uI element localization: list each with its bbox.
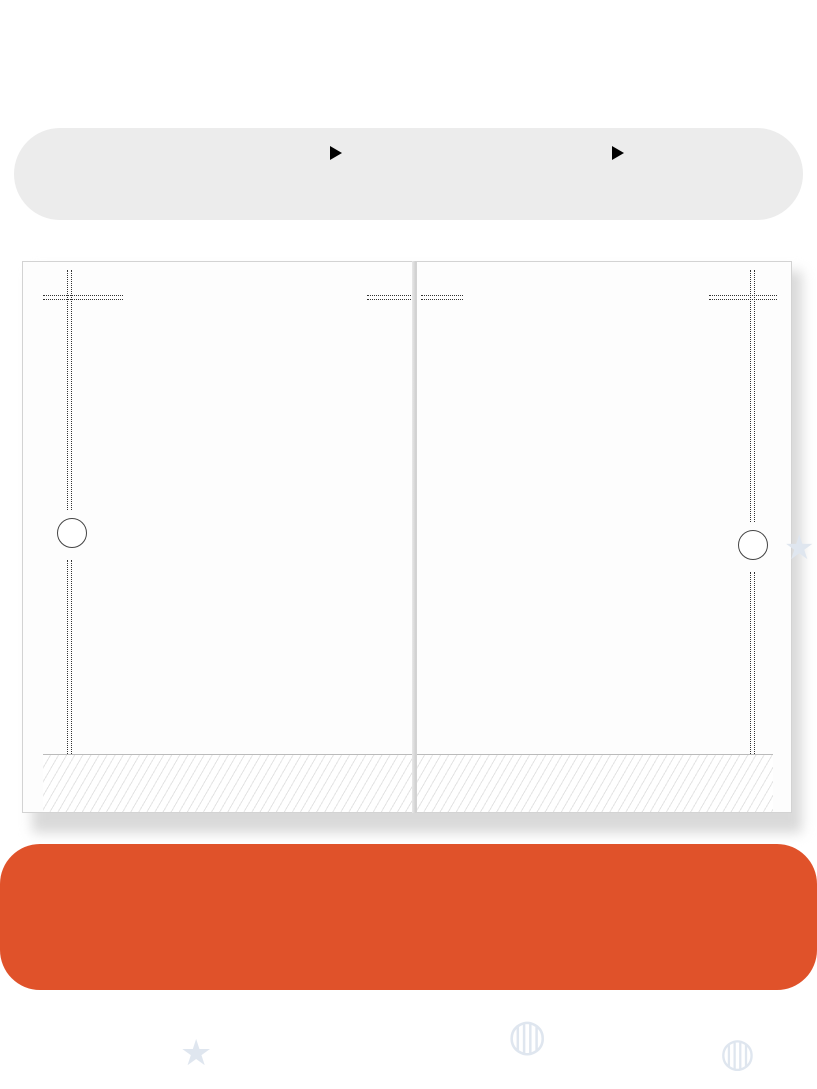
star-icon: ★ bbox=[784, 529, 815, 567]
star-icon: ★ bbox=[180, 1032, 213, 1073]
border-chain bbox=[67, 270, 72, 510]
promo-banner bbox=[0, 844, 817, 990]
step-warmup-dot bbox=[122, 143, 144, 165]
right-page bbox=[416, 261, 792, 813]
method-steps-bar bbox=[14, 128, 803, 220]
border-chain bbox=[43, 295, 123, 300]
step-warmup bbox=[14, 128, 254, 220]
border-chain bbox=[367, 295, 415, 300]
step-training bbox=[286, 128, 526, 220]
page-number-badge bbox=[738, 530, 768, 560]
border-chain bbox=[421, 295, 463, 300]
border-chain bbox=[750, 270, 755, 522]
step-result-dot bbox=[679, 143, 701, 165]
ball-icon: ◍ bbox=[720, 1031, 755, 1075]
border-chain bbox=[67, 560, 72, 756]
left-page bbox=[22, 261, 416, 813]
border-chain bbox=[750, 572, 755, 756]
decorative-sports-border bbox=[417, 754, 773, 812]
page-number-badge bbox=[57, 518, 87, 548]
step-training-dot bbox=[395, 143, 417, 165]
step-result bbox=[570, 128, 810, 220]
decorative-sports-border bbox=[43, 754, 416, 812]
border-chain bbox=[709, 295, 777, 300]
open-workbook bbox=[22, 253, 798, 831]
ball-icon: ◍ bbox=[508, 1011, 547, 1060]
